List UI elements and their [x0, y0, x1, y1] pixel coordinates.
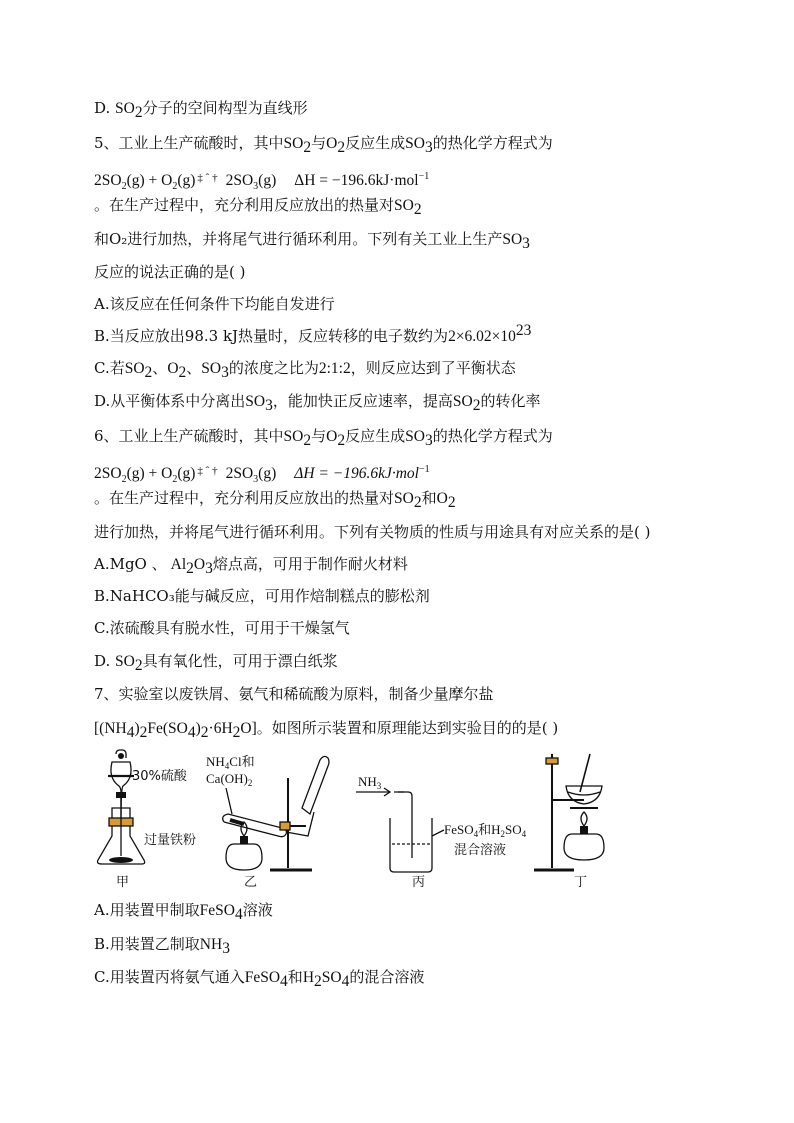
bing-gas-label: $NH_3$: [358, 774, 382, 791]
q5-stem-line1: 5、工业上生产硫酸时，其中$SO_2$与$O_2$反应生成$SO_3$的热化学方程式为: [94, 134, 553, 156]
q5-equation: $2SO_2(g) + O_2(g)$ $^{\ddagger ˆ \dagger}$ $2SO_3(g) \Delta H = -196.6kJ\cdot mol^{-1}$: [94, 170, 430, 193]
label-bing: 丙: [412, 875, 426, 890]
q6-equation: $2SO_2(g) + O_2(g)$ $^{\ddagger ˆ \dagger}$ $2SO_3(g) \Delta H = -196.6kJ\cdot mol^{-1}$: [94, 463, 430, 486]
apparatus-ding: [534, 754, 604, 890]
q7-stem-line2: $[(NH_4)_2Fe(SO_4)_2\cdot 6H_2O]$。如图所示装置和原理能达到实验目的的是( ): [94, 719, 559, 741]
label-yi: 乙: [244, 875, 258, 890]
jia-acid-label: 30%硫酸: [132, 769, 187, 784]
bing-solution-line1: FeSO$_4$和$H_2SO_4$: [444, 822, 527, 839]
q5-stem-line3: 和O₂进行加热，并将尾气进行循环利用。下列有关工业上生产$SO_3$: [94, 230, 530, 252]
apparatus-bing: [356, 774, 527, 890]
equilibrium-arrow: ‡ ˆ †: [197, 172, 218, 184]
label-ding: 丁: [574, 875, 588, 890]
q4-option-d: D. $SO_2$分子的空间构型为直线形: [94, 99, 308, 121]
q6-option-a: A.MgO 、 $Al_2O_3$熔点高，可用于制作耐火材料: [94, 555, 408, 577]
q5-stem-line4: 反应的说法正确的是( ): [94, 263, 246, 281]
q7-stem-line1: 7、实验室以废铁屑、氨气和稀硫酸为原料，制备少量摩尔盐: [94, 685, 494, 703]
jia-iron-label: 过量铁粉: [144, 833, 197, 848]
q7-option-c: C.用装置丙将氨气通入FeSO$_4$和$H_2SO_4$的混合溶液: [94, 968, 425, 990]
q6-option-c: C.浓硫酸具有脱水性，可用于干燥氢气: [94, 619, 350, 637]
q5-option-c: C.若$SO_2$、$O_2$、$SO_3$的浓度之比为2:1:2，则反应达到了平衡状态: [94, 359, 516, 381]
q5-option-d: D.从平衡体系中分离出$SO_3$，能加快正反应速率，提高$SO_2$的转化率: [94, 392, 541, 414]
apparatus-jia: [98, 750, 197, 890]
q6-option-b: B.NaHCO₃能与碱反应，可用作焙制糕点的膨松剂: [94, 587, 430, 605]
q6-stem-line3: 进行加热，并将尾气进行循环利用。下列有关物质的性质与用途具有对应关系的是( ): [94, 523, 651, 541]
equilibrium-arrow: ‡ ˆ †: [197, 465, 218, 477]
q5-option-a: A.该反应在任何条件下均能自发进行: [94, 295, 335, 313]
label-jia: 甲: [116, 875, 130, 890]
q7-option-a: A.用装置甲制取FeSO$_4$溶液: [94, 901, 273, 923]
q7-option-b: B.用装置乙制取$NH_3$: [94, 935, 230, 957]
yi-reagent-line1: $NH_4Cl$和: [206, 754, 255, 771]
apparatus-figure: [94, 748, 614, 894]
q6-option-d: D. $SO_2$具有氧化性，可用于漂白纸浆: [94, 652, 338, 674]
q5-stem-line2: 。在生产过程中，充分利用反应放出的热量对$SO_2$: [94, 196, 422, 218]
bing-solution-line2: 混合溶液: [454, 843, 507, 858]
q5-option-b: B.当反应放出98.3 kJ热量时，反应转移的电子数约为$2\times 6.02\times 10^{23}$: [94, 322, 532, 345]
apparatus-yi: [206, 754, 329, 890]
q6-stem-line1: 6、工业上生产硫酸时，其中$SO_2$与$O_2$反应生成$SO_3$的热化学方程式为: [94, 427, 553, 449]
yi-reagent-line2: $Ca(OH)_2$: [206, 771, 253, 788]
q6-stem-line2: 。在生产过程中，充分利用反应放出的热量对$SO_2$和$O_2$: [94, 489, 456, 511]
